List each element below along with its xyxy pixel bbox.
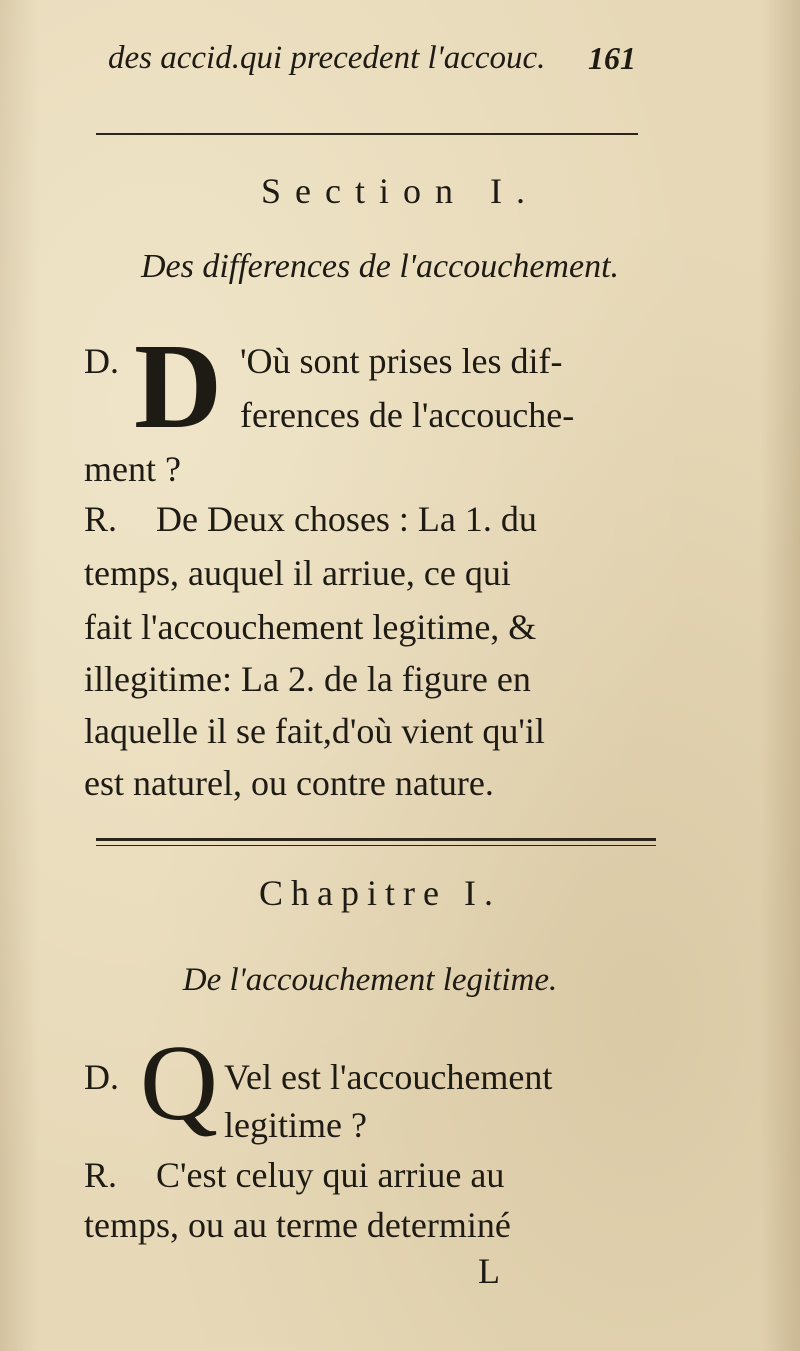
page-number: 161 — [588, 40, 636, 76]
running-head: des accid.qui precedent l'accouc. — [108, 40, 546, 76]
answer-line: temps, auquel il arriue, ce qui — [84, 553, 511, 593]
answer-line: C'est celuy qui arriue au — [156, 1155, 505, 1195]
question-line: 'Où sont prises les dif- — [240, 341, 563, 381]
header-rule — [96, 133, 638, 135]
signature-mark: L — [478, 1251, 500, 1291]
question-speaker: D. — [84, 1057, 119, 1097]
drop-cap: D — [134, 319, 223, 454]
answer-line: laquelle il se fait,d'où vient qu'il — [84, 711, 545, 751]
question-line: ment ? — [84, 449, 181, 489]
question-speaker: D. — [84, 341, 119, 381]
drop-cap: Q — [140, 1024, 218, 1143]
answer-line: illegitime: La 2. de la figure en — [84, 659, 531, 699]
answer-speaker: R. — [84, 1155, 118, 1195]
chapter-subtitle: De l'accouchement legitime. — [182, 962, 558, 998]
answer-speaker: R. — [84, 499, 118, 539]
question-line: legitime ? — [224, 1105, 367, 1145]
answer-line: temps, ou au terme determiné — [84, 1205, 511, 1245]
section-subtitle: Des differences de l'accouchement. — [140, 248, 620, 285]
answer-line: fait l'accouchement legitime, & — [84, 607, 537, 647]
chapter-rule — [96, 838, 656, 841]
chapter-rule — [96, 845, 656, 846]
answer-line: De Deux choses : La 1. du — [156, 499, 537, 539]
question-line: ferences de l'accouche- — [240, 395, 575, 435]
chapter-heading: Chapitre I. — [259, 873, 501, 913]
answer-line: est naturel, ou contre nature. — [84, 763, 494, 803]
section-heading: Section I. — [261, 171, 539, 211]
question-line: Vel est l'accouchement — [224, 1057, 553, 1097]
